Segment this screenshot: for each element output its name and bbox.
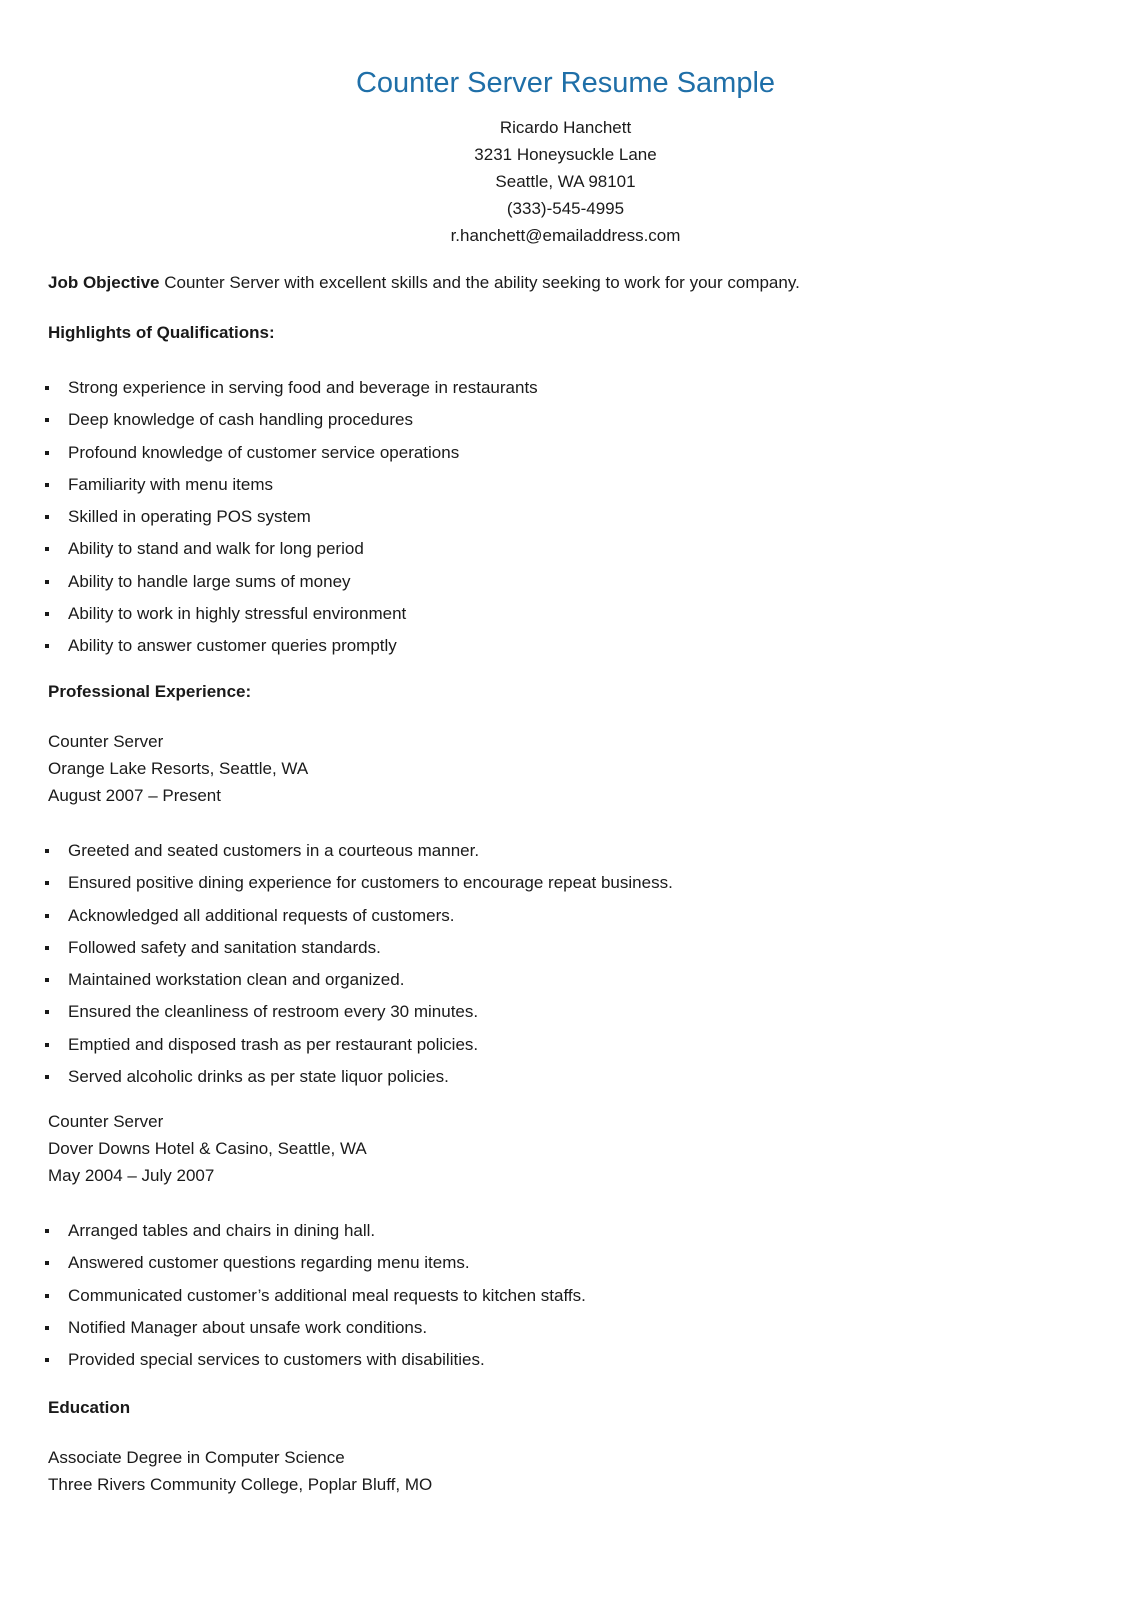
bullet-icon: [45, 386, 49, 390]
list-item-text: Served alcoholic drinks as per state liquor policies.: [68, 1067, 449, 1087]
list-item-text: Ability to stand and walk for long period: [68, 539, 364, 559]
list-item: [42, 1344, 586, 1376]
job-dates: May 2004 – July 2007: [48, 1166, 215, 1185]
contact-city: Seattle, WA 98101: [495, 172, 636, 191]
list-item-text: Notified Manager about unsafe work conditions.: [68, 1317, 428, 1337]
bullet-icon: [45, 881, 49, 885]
list-item-text: Deep knowledge of cash handling procedures: [68, 410, 413, 430]
list-item: [42, 1029, 673, 1061]
job-duties-list-2: [42, 1215, 586, 1376]
job-title: Counter Server: [48, 1112, 164, 1131]
job-objective-text: Counter Server with excellent skills and the ability seeking to work for your company.: [164, 273, 800, 292]
list-item-text: Answered customer questions regarding menu items.: [68, 1253, 470, 1273]
list-item: [42, 404, 538, 436]
list-item-text: Acknowledged all additional requests of customers.: [68, 905, 455, 925]
job-objective-label: Job Objective: [48, 273, 160, 292]
contact-street: 3231 Honeysuckle Lane: [474, 145, 657, 164]
bullet-icon: [45, 1010, 49, 1014]
job-title: Counter Server: [48, 732, 164, 751]
job-company: Orange Lake Resorts, Seattle, WA: [48, 759, 309, 778]
list-item: [42, 1312, 586, 1344]
list-item: [42, 1061, 673, 1093]
list-item-text: Followed safety and sanitation standards.: [68, 937, 381, 957]
list-item: [42, 964, 673, 996]
bullet-icon: [45, 515, 49, 519]
bullet-icon: [45, 849, 49, 853]
list-item-text: Greeted and seated customers in a courteous manner.: [68, 841, 480, 860]
list-item: [42, 501, 538, 533]
list-item-text: Provided special services to customers with disabilities.: [68, 1350, 485, 1370]
contact-email: r.hanchett@emailaddress.com: [450, 226, 681, 245]
bullet-icon: [45, 1043, 49, 1047]
list-item-text: Ability to answer customer queries promptly: [68, 636, 397, 656]
job-duties-list-1: [42, 835, 673, 1093]
list-item: [42, 1280, 586, 1312]
bullet-icon: [45, 1261, 49, 1265]
job-dates: August 2007 – Present: [48, 786, 221, 805]
education-heading: Education: [48, 1398, 131, 1417]
page-title: Counter Server Resume Sample: [355, 67, 776, 99]
bullet-icon: [45, 612, 49, 616]
list-item: [42, 1247, 586, 1279]
bullet-icon: [45, 978, 49, 982]
contact-block: [0, 114, 1131, 249]
list-item-text: Arranged tables and chairs in dining hall.: [68, 1221, 376, 1240]
list-item: [42, 566, 538, 598]
bullet-icon: [45, 547, 49, 551]
list-item-text: Skilled in operating POS system: [68, 507, 311, 527]
bullet-icon: [45, 946, 49, 950]
bullet-icon: [45, 483, 49, 487]
bullet-icon: [45, 1294, 49, 1298]
list-item: [42, 598, 538, 630]
list-item: [42, 533, 538, 565]
list-item-text: Ability to handle large sums of money: [68, 571, 351, 591]
job-company: Dover Downs Hotel & Casino, Seattle, WA: [48, 1139, 367, 1158]
list-item: [42, 932, 673, 964]
list-item: [42, 900, 673, 932]
bullet-icon: [45, 1075, 49, 1079]
education-degree: Associate Degree in Computer Science: [48, 1448, 345, 1467]
bullet-icon: [45, 1358, 49, 1362]
list-item-text: Emptied and disposed trash as per restaurant policies.: [68, 1034, 479, 1054]
job-header-1: [48, 728, 308, 809]
bullet-icon: [45, 451, 49, 455]
contact-phone: (333)-545-4995: [506, 199, 625, 218]
list-item: [42, 867, 673, 899]
bullet-icon: [45, 418, 49, 422]
bullet-icon: [45, 580, 49, 584]
list-item: [42, 372, 538, 404]
contact-name: Ricardo Hanchett: [499, 118, 632, 137]
list-item-text: Maintained workstation clean and organized.: [68, 970, 405, 990]
bullet-icon: [45, 644, 49, 648]
list-item: [42, 996, 673, 1028]
highlights-heading: Highlights of Qualifications:: [48, 323, 275, 342]
list-item-text: Communicated customer’s additional meal requests to kitchen staffs.: [68, 1285, 586, 1305]
list-item: [42, 1215, 586, 1247]
list-item-text: Profound knowledge of customer service operations: [68, 442, 460, 462]
list-item-text: Familiarity with menu items: [68, 474, 273, 494]
list-item: [42, 630, 538, 662]
job-objective: [48, 269, 800, 296]
list-item-text: Ability to work in highly stressful environment: [68, 604, 407, 624]
list-item-text: Strong experience in serving food and beverage in restaurants: [68, 378, 538, 397]
bullet-icon: [45, 1326, 49, 1330]
list-item-text: Ensured positive dining experience for customers to encourage repeat business.: [68, 873, 673, 893]
bullet-icon: [45, 1229, 49, 1233]
education-school: Three Rivers Community College, Poplar Bluff, MO: [48, 1475, 433, 1494]
list-item-text: Ensured the cleanliness of restroom every 30 minutes.: [68, 1002, 479, 1022]
list-item: [42, 835, 673, 867]
experience-heading: Professional Experience:: [48, 682, 252, 701]
highlights-list: [42, 372, 538, 663]
job-header-2: [48, 1108, 367, 1189]
list-item: [42, 437, 538, 469]
list-item: [42, 469, 538, 501]
bullet-icon: [45, 914, 49, 918]
education-block: [48, 1444, 432, 1498]
